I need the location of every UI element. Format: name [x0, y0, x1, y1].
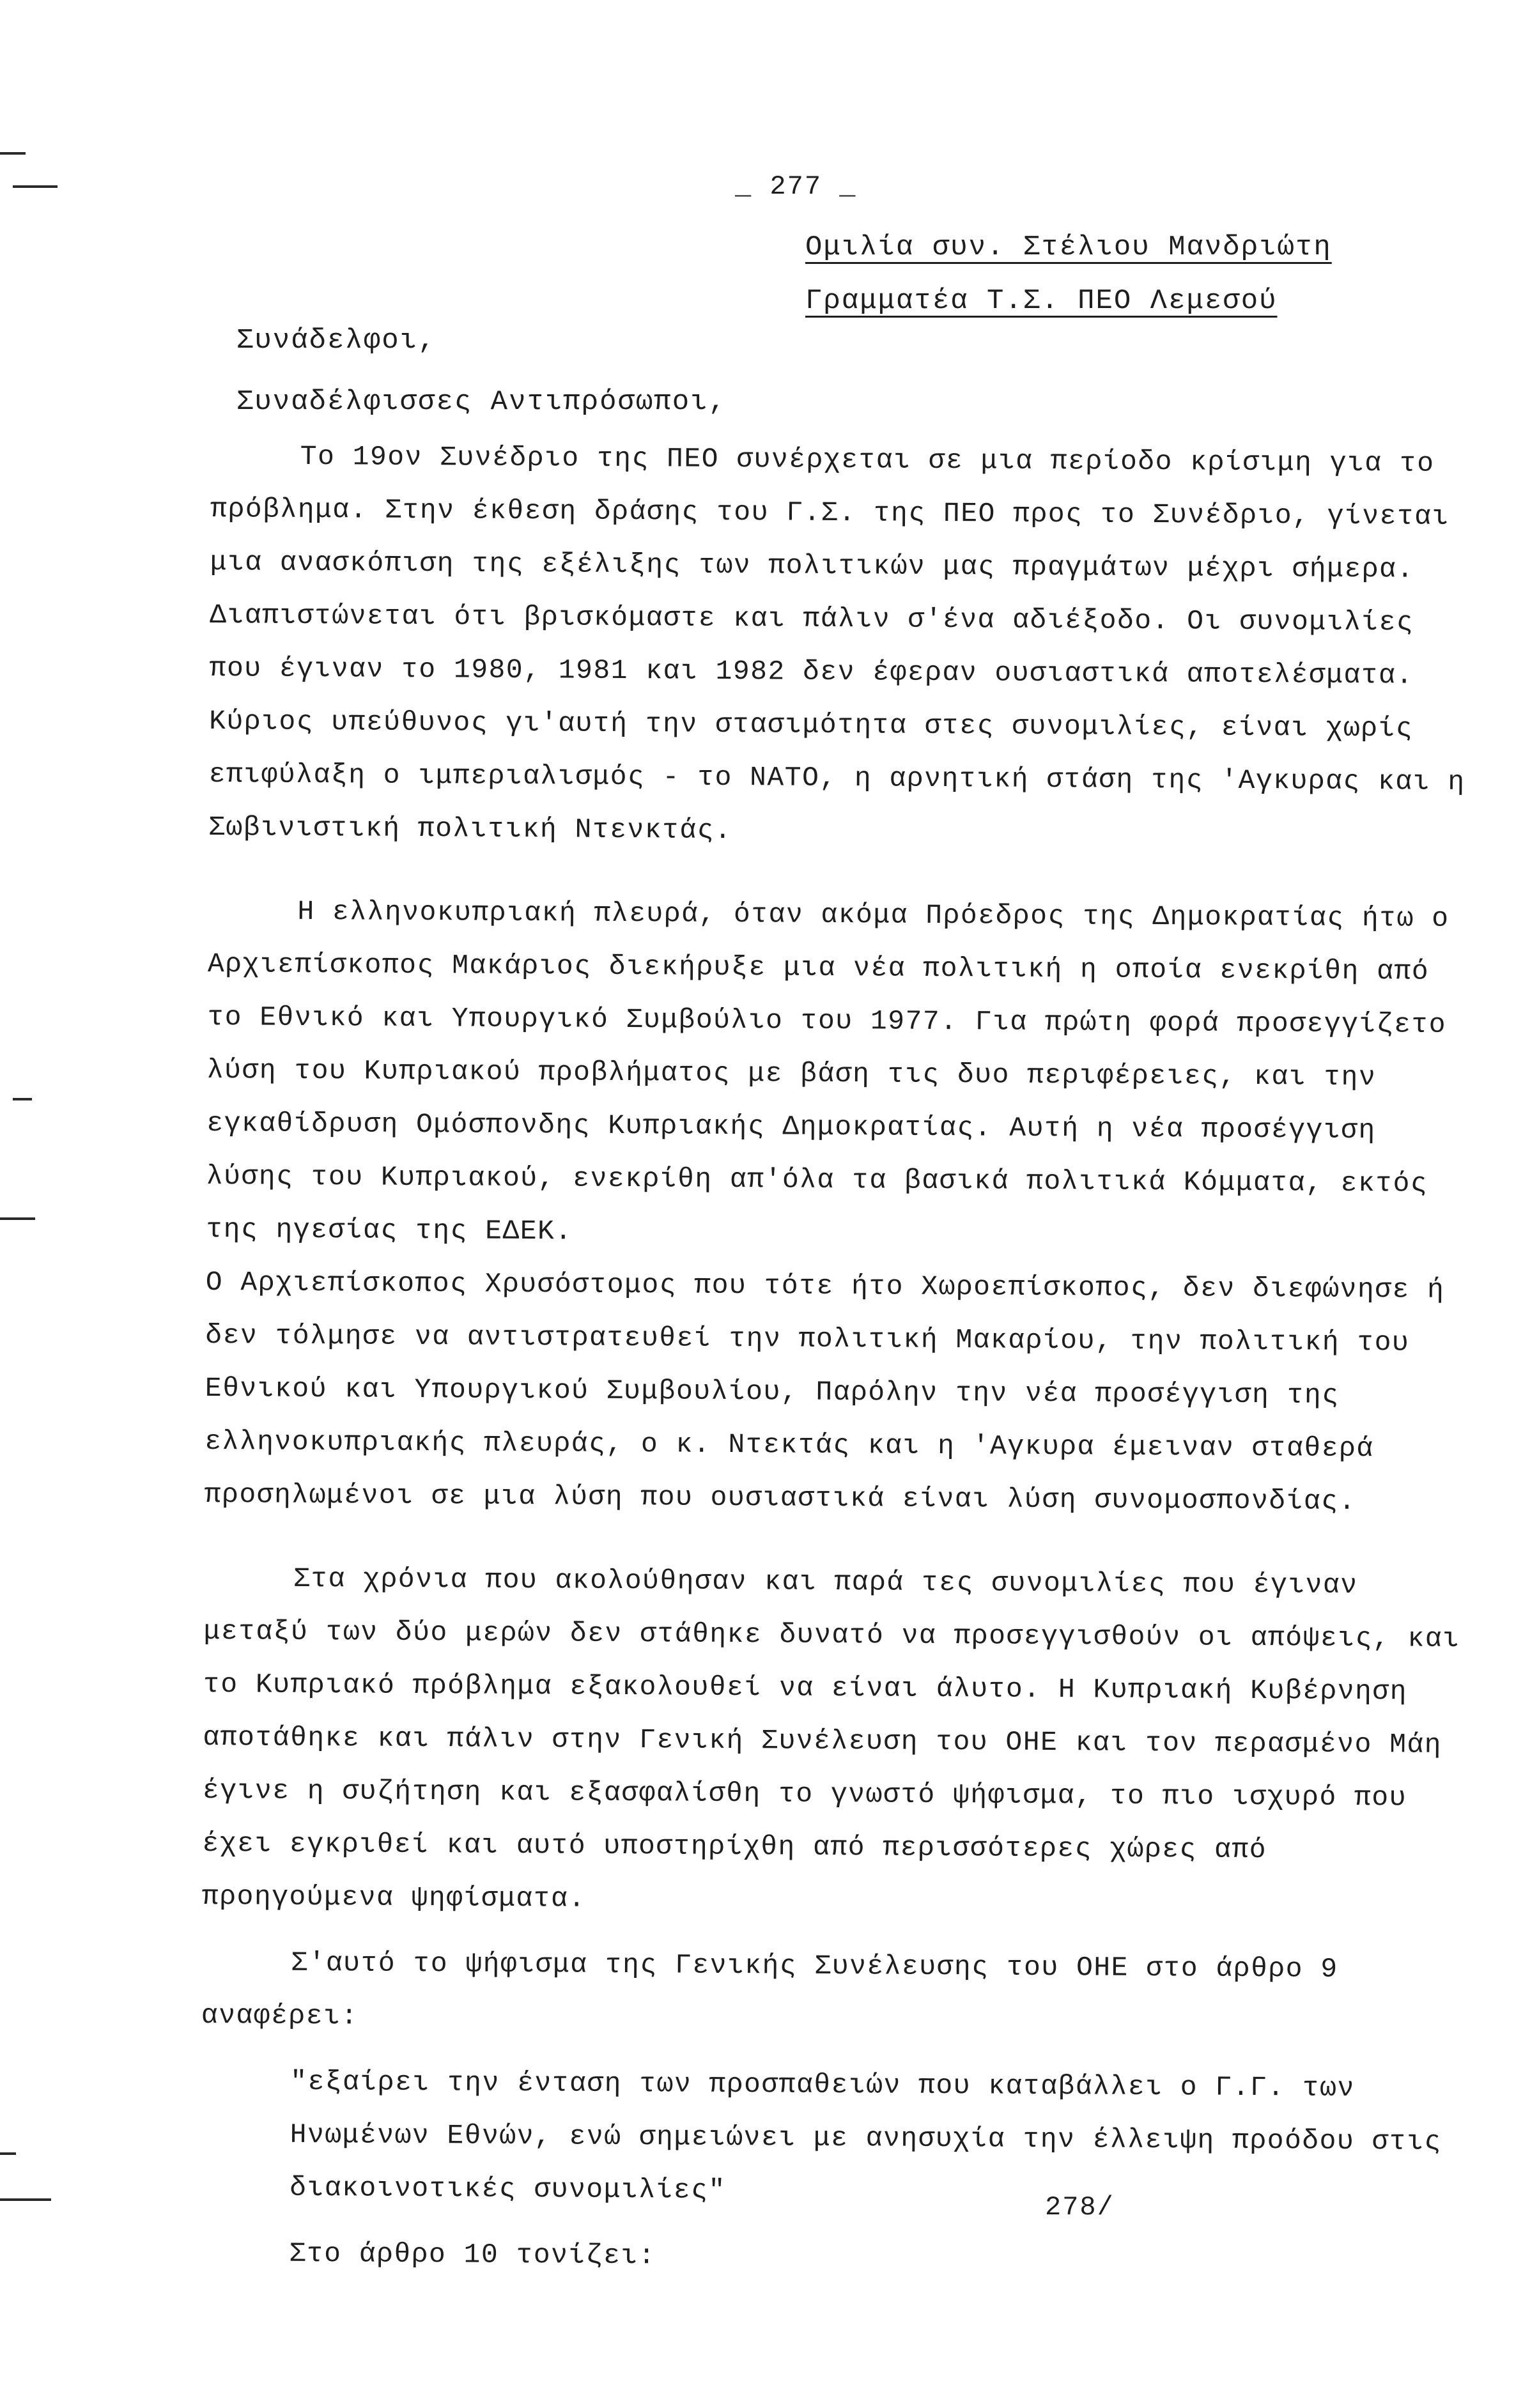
- speech-title: Ομιλία συν. Στέλιου Μανδριώτη: [805, 231, 1332, 263]
- salutation-line-2: Συναδέλφισσες Αντιπρόσωποι,: [236, 386, 727, 418]
- scan-mark: [0, 2152, 16, 2155]
- salutation-line-1: Συνάδελφοι,: [236, 325, 437, 357]
- scan-mark: [13, 1098, 32, 1100]
- scan-mark: [0, 1217, 35, 1220]
- page-number-bottom: 278/: [1045, 2192, 1115, 2223]
- speech-body: [199, 429, 1483, 2318]
- paragraph-2: Η ελληνοκυπριακή πλευρά, όταν ακόμα Πρόεδρος της Δημοκρατίας ήτω ο Αρχιεπίσκοπος Μακάριος διεκήρυξε μια νέα πολιτική η οποία ενεκρίθη από το Εθνικό και Υπουργικό Συμβούλιο του 1977. Για πρώτη φορά προσεγγίζετο λύση του Κυπριακού προβλήματος με βάση τις δυο περιφέρειες, και την εγκαθίδρυση Ομόσπονδης Κυπριακής Δημοκρατίας. Αυτή η νέα προσέγγιση λύσης του Κυπριακού, ενεκρίθη απ'όλα τα βασικά πολιτικά Κόμματα, εκτός της ηγεσίας της ΕΔΕΚ.: [206, 895, 1450, 1247]
- speaker-role: Γραμματέα Τ.Σ. ΠΕΟ Λεμεσού: [805, 285, 1278, 317]
- scan-mark: [0, 2198, 51, 2201]
- paragraph-1: Το 19ον Συνέδριο της ΠΕΟ συνέρχεται σε μια περίοδο κρίσιμη για το πρόβλημα. Στην έκθεση δράσης του Γ.Σ. της ΠΕΟ προς το Συνέδριο, γίνεται μια ανασκόπιση της εξέλιξης των πολιτικών μας πραγμάτων μέχρι σήμερα. Διαπιστώνεται ότι βρισκόμαστε και πάλιν σ'ένα αδιέξοδο. Οι συνομιλίες που έγιναν το 1980, 1981 και 1982 δεν έφεραν ουσιαστικά αποτελέσματα. Κύριος υπεύθυνος γι'αυτή την στασιμότητα στες συνομιλίες, είναι χωρίς επιφύλαξη ο ιμπεριαλισμός - το ΝΑΤΟ, η αρνητική στάση της 'Αγκυρας και η Σωβινιστική πολιτική Ντενκτάς.: [208, 440, 1465, 846]
- paragraph-4: Στα χρόνια που ακολούθησαν και παρά τες συνομιλίες που έγιναν μεταξύ των δύο μερών δεν στάθηκε δυνατό να προσεγγισθούν οι απόψεις, και το Κυπριακό πρόβλημα εξακολουθεί να είναι άλυτο. Η Κυπριακή Κυβέρνηση αποτάθηκε και πάλιν στην Γενική Συνέλευση του ΟΗΕ και τον περασμένο Μάη έγινε η συζήτηση και εξασφαλίσθη το γνωστό ψήφισμα, το πιο ισχυρό που έχει εγκριθεί και αυτό υποστηρίχθη από περισσότερες χώρες από προηγούμενα ψηφίσματα.: [201, 1563, 1460, 1915]
- speech-header: [805, 220, 1332, 328]
- paragraph-5: Σ'αυτό το ψήφισμα της Γενικής Συνέλευσης του ΟΗΕ στο άρθρο 9 αναφέρει:: [201, 1947, 1338, 2032]
- salutation: [236, 310, 727, 433]
- page-number-top: _ 277 _: [735, 171, 857, 202]
- paragraph-3: Ο Αρχιεπίσκοπος Χρυσόστομος που τότε ήτο Χωροεπίσκοπος, δεν διεφώνησε ή δεν τόλμησε να αντιστρατευθεί την πολιτική Μακαρίου, την πολιτική του Εθνικού και Υπουργικού Συμβουλίου, Παρόλην την νέα προσέγγιση της ελληνοκυπριακής πλευράς, ο κ. Ντεκτάς και η 'Αγκυρα έμειναν σταθερά προσηλωμένοι σε μια λύση που ουσιαστικά είναι λύση συνομοσπονδίας.: [204, 1266, 1445, 1517]
- quoted-article-9: "εξαίρει την ένταση των προσπαθειών που καταβάλλει ο Γ.Γ. των Ηνωμένων Εθνών, ενώ σημειώνει με ανησυχία την έλλειψη προόδου στις διακοινοτικές συνομιλίες": [290, 2065, 1442, 2206]
- closing-line: Στο άρθρο 10 τονίζει:: [289, 2237, 656, 2272]
- scan-mark: [0, 152, 26, 155]
- scan-mark: [13, 185, 58, 188]
